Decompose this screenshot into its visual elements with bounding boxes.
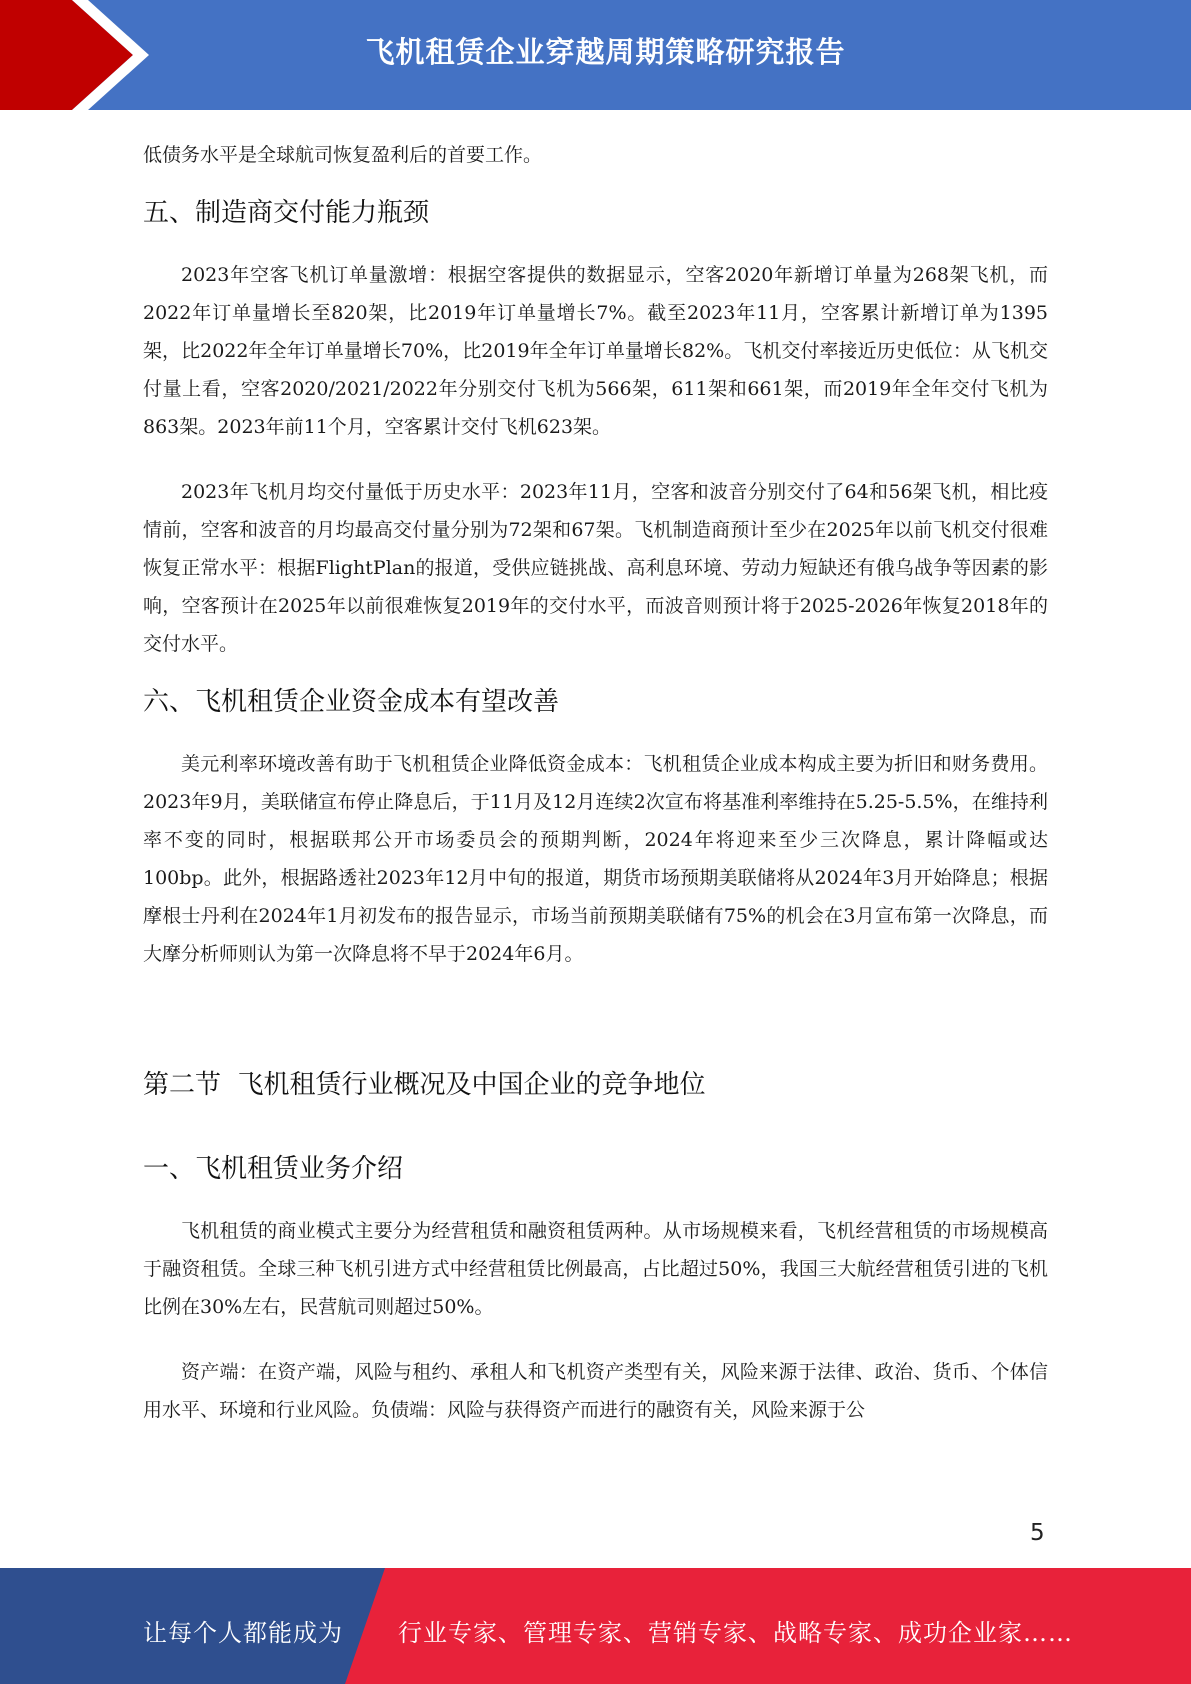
footer-slogan-left: 让每个人都能成为 bbox=[143, 1619, 343, 1647]
section5-paragraph-1: 2023年空客飞机订单量激增：根据空客提供的数据显示，空客2020年新增订单量为268架飞机，而2022年订单量增长至820架，比2019年订单量增长7%。截至2023年11月，空客累计新增订单为1395架，比2022年全年订单量增长70%，比2019年全年订单量增长82%。飞机交付率接近历史低位：从飞机交付量上看，空客2020/2021/2022年分别交付飞机为566架，611架和661架，而2019年全年交付飞机为863架。2023年前11个月，空客累计交付飞机623架。 bbox=[143, 264, 1048, 438]
page-number: 5 bbox=[1030, 1520, 1045, 1546]
section1-paragraph-2: 资产端：在资产端，风险与租约、承租人和飞机资产类型有关，风险来源于法律、政治、货币、个体信用水平、环境和行业风险。负债端：风险与获得资产而进行的融资有关，风险来源于公 bbox=[143, 1361, 1048, 1421]
page-content bbox=[143, 136, 1048, 1429]
section5-paragraph-2: 2023年飞机月均交付量低于历史水平：2023年11月，空客和波音分别交付了64和56架飞机，相比疫情前，空客和波音的月均最高交付量分别为72架和67架。飞机制造商预计至少在2025年以前飞机交付很难恢复正常水平：根据FlightPlan的报道，受供应链挑战、高利息环境、劳动力短缺还有俄乌战争等因素的影响，空客预计在2025年以前很难恢复2019年的交付水平，而波音则预计将于2025-2026年恢复2018年的交付水平。 bbox=[143, 481, 1048, 655]
chapter-heading: 第二节 飞机租赁行业概况及中国企业的竞争地位 bbox=[143, 1070, 706, 1100]
footer-slogan-right: 行业专家、管理专家、营销专家、战略专家、成功企业家…… bbox=[398, 1619, 1073, 1647]
report-title: 飞机租赁企业穿越周期策略研究报告 bbox=[365, 35, 846, 69]
section-heading-1: 一、飞机租赁业务介绍 bbox=[143, 1154, 404, 1184]
section1-paragraph-1: 飞机租赁的商业模式主要分为经营租赁和融资租赁两种。从市场规模来看，飞机经营租赁的市场规模高于融资租赁。全球三种飞机引进方式中经营租赁比例最高，占比超过50%，我国三大航经营租赁引进的飞机比例在30%左右，民营航司则超过50%。 bbox=[143, 1220, 1048, 1318]
section-heading-5: 五、制造商交付能力瓶颈 bbox=[143, 198, 430, 228]
section-heading-6: 六、飞机租赁企业资金成本有望改善 bbox=[143, 687, 560, 717]
page-footer bbox=[0, 1568, 1191, 1684]
page-header bbox=[0, 0, 1191, 110]
intro-paragraph: 低债务水平是全球航司恢复盈利后的首要工作。 bbox=[143, 144, 543, 166]
section6-paragraph-1: 美元利率环境改善有助于飞机租赁企业降低资金成本：飞机租赁企业成本构成主要为折旧和财务费用。2023年9月，美联储宣布停止降息后，于11月及12月连续2次宣布将基准利率维持在5.25-5.5%，在维持利率不变的同时，根据联邦公开市场委员会的预期判断，2024年将迎来至少三次降息，累计降幅或达100bp。此外，根据路透社2023年12月中旬的报道，期货市场预期美联储将从2024年3月开始降息；根据摩根士丹利在2024年1月初发布的报告显示，市场当前预期美联储有75%的机会在3月宣布第一次降息，而大摩分析师则认为第一次降息将不早于2024年6月。 bbox=[143, 753, 1048, 965]
